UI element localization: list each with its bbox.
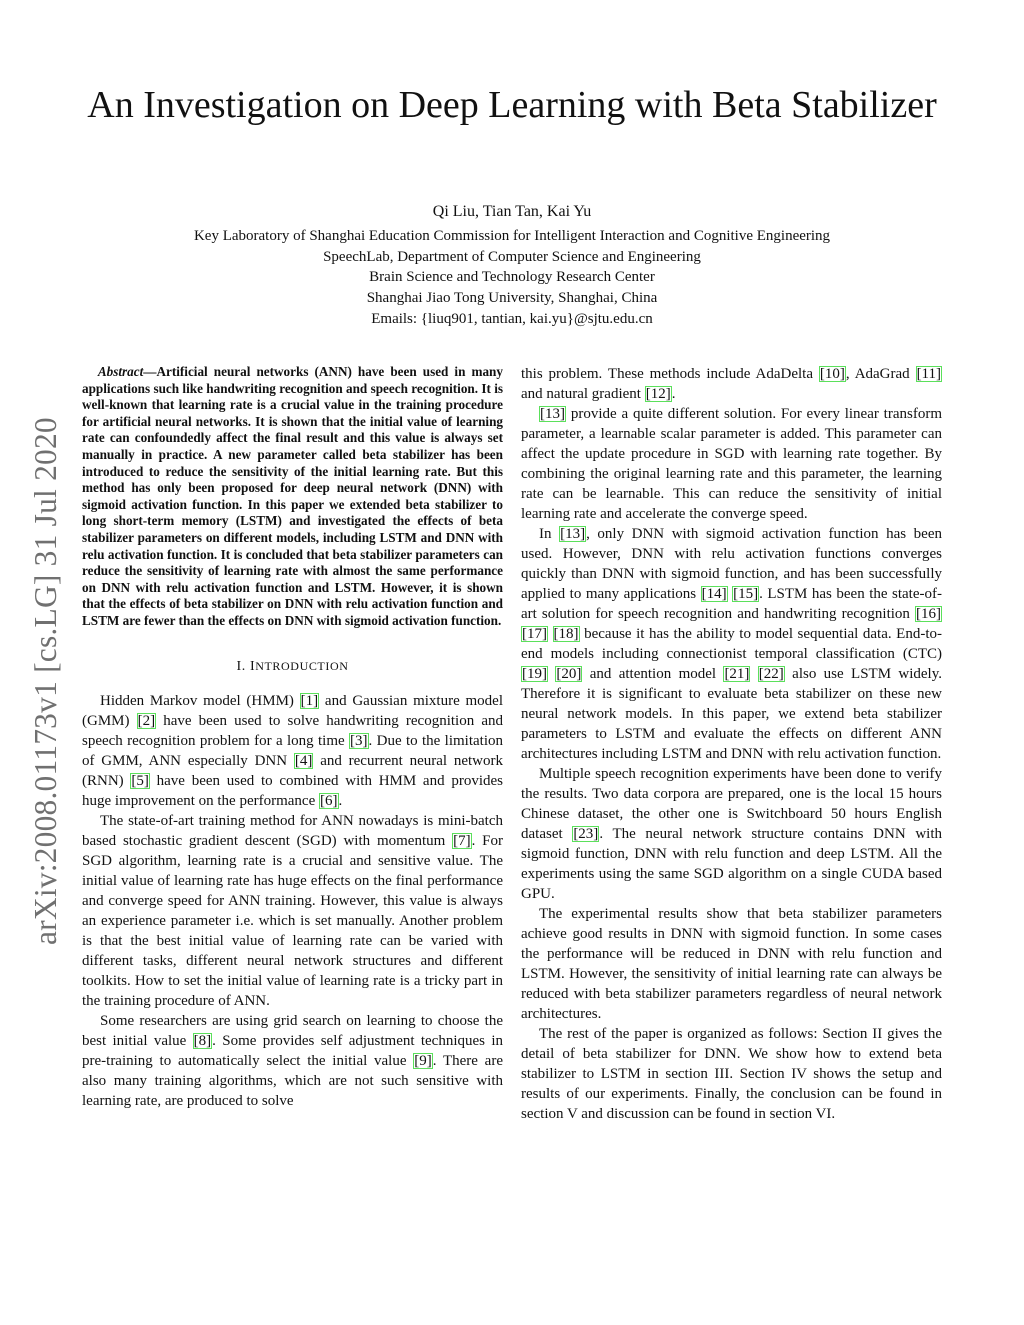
intro-paragraph-3 (82, 1011, 503, 1111)
citation-link[interactable]: [7] (453, 832, 471, 849)
paragraph-text: have been used to combined with HMM and provides huge improvement on the performance (82, 772, 503, 809)
paragraph-text: The state-of-art training method for ANN nowadays is mini-batch based stochastic gradient descent (SGD) with momentum (82, 812, 503, 849)
intro-paragraph-1 (82, 691, 503, 811)
paragraph-text: this problem. These methods include AdaDelta (521, 366, 819, 382)
citation-link[interactable]: [11] (916, 366, 941, 382)
paragraph-text: In (539, 526, 560, 542)
citation-link[interactable]: [18] (553, 626, 579, 642)
section-title-initial: I (249, 658, 256, 674)
section-heading-introduction (82, 656, 503, 677)
paragraph-text: Some researchers are using grid search on learning to choose the best initial value (82, 1012, 503, 1049)
intro-paragraph-4 (521, 364, 942, 404)
paragraph-text: and recurrent neural network (RNN) (82, 752, 503, 789)
paragraph-text: and natural gradient (521, 386, 645, 402)
paragraph-text: and Gaussian mixture model (GMM) (82, 692, 503, 729)
paragraph-text: . There are also many training algorithms, which are not such sensitive with learning rate, are produced to solve (82, 1052, 503, 1109)
citation-link[interactable]: [12] (645, 386, 671, 402)
citation-link[interactable]: [23] (573, 826, 599, 842)
citation-link[interactable]: [6] (320, 792, 338, 809)
citation-link[interactable]: [13] (540, 406, 565, 422)
citation-link[interactable]: [15] (733, 586, 759, 602)
paragraph-text: , AdaGrad (845, 366, 916, 382)
right-column (521, 364, 942, 1124)
affiliation-line: Shanghai Jiao Tong University, Shanghai, China (366, 290, 658, 307)
paragraph-text: Multiple speech recognition experiments have been done to verify the results. Two data corpora are prepared, one is the local 15 hours Chinese dataset, the other one is Switchboard 50 hours English dataset (521, 766, 942, 842)
paragraph-text: because it has the ability to model sequential data. End-to-end models including connectionist temporal classification (CTC) (521, 626, 942, 662)
paragraph-text: The experimental results show that beta stabilizer parameters achieve good results in DNN with sigmoid function. In some cases the performance will be reduced in DNN with relu function and LSTM. However, the sensitivity of initial learning rate can always be reduced with beta stabilizer parameters regardless of neural network architectures. (521, 906, 942, 1022)
citation-link[interactable]: [19] (522, 666, 547, 682)
paper-title: An Investigation on Deep Learning with Beta Stabilizer (87, 84, 937, 126)
abstract-label: Abstract (97, 364, 144, 379)
intro-paragraph-6 (521, 524, 942, 764)
intro-paragraph-2 (82, 811, 503, 1011)
citation-link[interactable]: [1] (300, 692, 319, 709)
intro-paragraph-8 (521, 904, 942, 1024)
paragraph-text: and attention model (582, 666, 724, 682)
author-emails: Emails: {liuq901, tantian, kai.yu}@sjtu.edu.cn (371, 310, 653, 327)
paragraph-text: provide a quite different solution. For every linear transform parameter, a learnable scalar parameter is added. This parameter can affect the update procedure in SGD with learning rate together. By combining the original learning rate and this parameter, the learning rate can be learnable. This can reduce the sensitivity of initial learning rate and accelerate the converge speed. (521, 406, 942, 522)
citation-link[interactable]: [10] (819, 366, 845, 382)
citation-link[interactable]: [13] (560, 526, 586, 542)
paragraph-text: The rest of the paper is organized as follows: Section II gives the detail of beta stabilizer for DNN. We show how to extend beta stabilizer to LSTM in section III. Section IV shows the setup and results of our experiments. Finally, the conclusion can be found in section V and discussion can be found in section VI. (521, 1026, 942, 1122)
paragraph-text: . The neural network structure contains DNN with sigmoid function, DNN with relu function and deep LSTM. All the experiments using the same SGD algorithm on a single CUDA based GPU. (521, 826, 942, 902)
paragraph-text: . LSTM has been the state-of-art solution for speech recognition and handwriting recognition (521, 586, 942, 622)
paragraph-text: , only DNN with sigmoid activation function has been used. However, DNN with relu activation functions converges quickly than DNN with sigmoid function, and has been successfully applied to many applications (521, 526, 942, 602)
citation-link[interactable]: [20] (556, 666, 582, 682)
abstract-text: Artificial neural networks (ANN) have been used in many applications such like handwriting recognition and speech recognition. It is well-known that learning rate is a crucial value in the training procedure for artificial neural networks. It is shown that the initial value of learning rate can confoundedly affect the final result and this value is always set manually in practice. A new parameter called beta stabilizer has been introduced to reduce the sensitivity of the initial learning rate. But this method has only been proposed for deep neural network (DNN) with sigmoid activation function. In this paper we extended beta stabilizer to long short-term memory (LSTM) and investigated the effects of beta stabilizer parameters on different models, including LSTM and DNN with relu activation function. It is concluded that beta stabilizer parameters can reduce the sensitivity of learning rate with almost the same performance on DNN with relu activation function and LSTM. However, it is shown that the effects of beta stabilizer on DNN with relu activation function and LSTM are fewer than the effects on DNN with sigmoid activation function. (82, 364, 503, 628)
paragraph-text (750, 666, 757, 682)
citation-link[interactable]: [14] (701, 586, 727, 602)
citation-link[interactable]: [8] (193, 1032, 212, 1049)
affiliation-line: Brain Science and Technology Research Center (369, 269, 655, 286)
paragraph-text (548, 626, 553, 642)
citation-link[interactable]: [21] (724, 666, 750, 682)
paragraph-text: . Some provides self adjustment techniques in pre-training to automatically select the initial value (82, 1032, 503, 1069)
paragraph-text: . Due to the limitation of GMM, ANN especially DNN (82, 732, 503, 769)
intro-paragraph-5 (521, 404, 942, 524)
citation-link[interactable]: [17] (522, 626, 547, 642)
paragraph-text: Hidden Markov model (HMM) (100, 692, 300, 709)
intro-paragraph-7 (521, 764, 942, 904)
section-number: I. (236, 658, 246, 674)
citation-link[interactable]: [2] (137, 712, 156, 729)
citation-link[interactable]: [4] (294, 752, 313, 769)
intro-paragraph-9 (521, 1024, 942, 1124)
affiliation-block (0, 226, 1024, 330)
paragraph-text: . For SGD algorithm, learning rate is a crucial and sensitive value. The initial value of learning rate has huge effects on the final performance and converge speed for ANN training. However, this value is always an experience parameter i.e. which is set manually. Another problem is that the best initial value of learning rate can be varied with different tasks, different neural network structures and different toolkits. How to set the initial value of learning rate is a tricky part in the training procedure of ANN. (82, 832, 503, 1009)
paragraph-text: also use LSTM widely. Therefore it is significant to evaluate beta stabilizer on these new neural network models. In this paper, we extend beta stabilizer parameters to LSTM and evaluate the effects on different ANN architectures including LSTM and DNN with relu activation function. (521, 666, 942, 762)
arxiv-identifier-stamp: arXiv:2008.01173v1 [cs.LG] 31 Jul 2020 (28, 417, 63, 945)
citation-link[interactable]: [9] (414, 1052, 432, 1069)
affiliation-line: SpeechLab, Department of Computer Science and Engineering (323, 248, 701, 265)
left-column (82, 364, 503, 1111)
citation-link[interactable]: [22] (758, 666, 784, 682)
paragraph-text: . (671, 386, 676, 402)
abstract: Abstract—Artificial neural networks (ANN) have been used in many applications such like handwriting recognition and speech recognition. It is well-known that learning rate is a crucial value in the training procedure for artificial neural networks. It is shown that the initial value of learning rate can confoundedly affect the final result and this value is always set manually in practice. A new parameter called beta stabilizer has been introduced to reduce the sensitivity of the initial learning rate. But this method has only been proposed for deep neural network (DNN) with sigmoid activation function. In this paper we extended beta stabilizer to long short-term memory (LSTM) and investigated the effects of beta stabilizer parameters on different models, including LSTM and DNN with relu activation function. It is concluded that beta stabilizer parameters can reduce the sensitivity of learning rate with almost the same performance on DNN with relu activation function and LSTM. However, it is shown that the effects of beta stabilizer on DNN with relu activation function and LSTM are fewer than the effects on DNN with sigmoid activation function. (82, 364, 503, 628)
citation-link[interactable]: [3] (350, 732, 368, 749)
section-title-rest: NTRODUCTION (255, 658, 349, 673)
citation-link[interactable]: [16] (916, 606, 941, 622)
affiliation-line: Key Laboratory of Shanghai Education Commission for Intelligent Interaction and Cognitive Engineering (193, 228, 831, 244)
citation-link[interactable]: [5] (131, 772, 149, 789)
paragraph-text: . (338, 792, 343, 809)
paragraph-text: have been used to solve handwriting recognition and speech recognition problem for a long time (82, 712, 503, 749)
author-list: Qi Liu, Tian Tan, Kai Yu (432, 203, 592, 220)
